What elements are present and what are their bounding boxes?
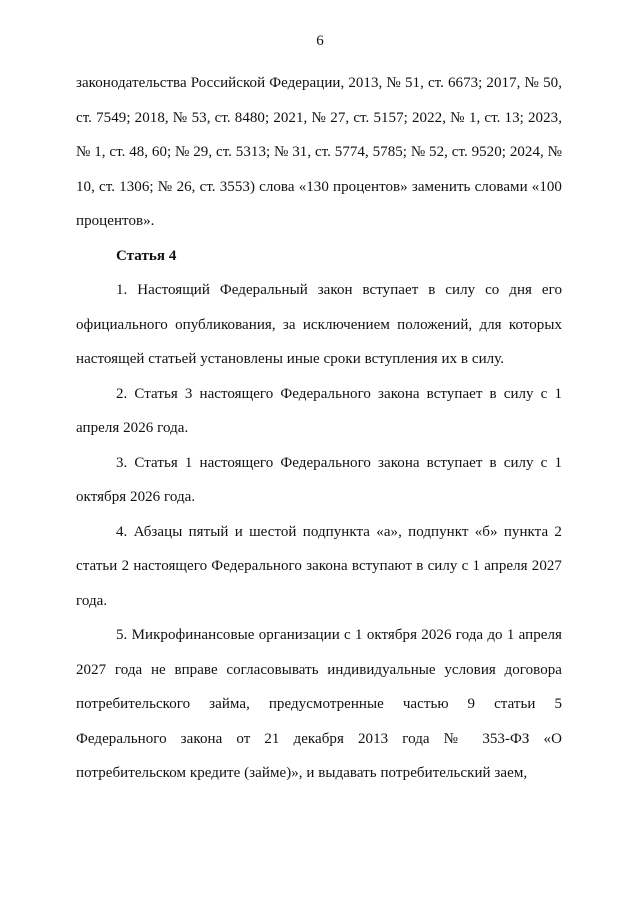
document-body bbox=[76, 66, 562, 791]
paragraph-4: 4. Абзацы пятый и шестой подпункта «а», подпункт «б» пункта 2 статьи 2 настоящего Федерального закона вступают в силу с 1 апреля 2027 года. bbox=[76, 523, 562, 609]
paragraph-5: 5. Микрофинансовые организации с 1 октября 2026 года до 1 апреля 2027 года не вправе согласовывать индивидуальные условия договора потребительского займа, предусмотренные частью 9 статьи 5 Федерального закона от 21 декабря 2013 года № 353-ФЗ «О потребительском кредите (займе)», и выдавать потребительский заем, bbox=[76, 627, 562, 781]
article-heading: Статья 4 bbox=[116, 247, 177, 264]
paragraph-2: 2. Статья 3 настоящего Федерального закона вступает в силу с 1 апреля 2026 года. bbox=[76, 385, 562, 436]
paragraph-1: 1. Настоящий Федеральный закон вступает в силу со дня его официального опубликования, за исключением положений, для которых настоящей статьей установлены иные сроки вступления их в силу. bbox=[76, 282, 562, 367]
page-number: 6 bbox=[316, 33, 324, 49]
paragraph-3: 3. Статья 1 настоящего Федерального закона вступает в силу с 1 октября 2026 года. bbox=[76, 454, 562, 505]
paragraph-continuation: законодательства Российской Федерации, 2013, № 51, ст. 6673; 2017, № 50, ст. 7549; 2018, № 53, ст. 8480; 2021, № 27, ст. 5157; 2022, № 1, ст. 13; 2023, № 1, ст. 48, 60; № 29, ст. 5313; № 31, ст. 5774, 5785; № 52, ст. 9520; 2024, № 10, ст. 1306; № 26, ст. 3553) слова «130 процентов» заменить словами «100 процентов». bbox=[76, 75, 562, 229]
